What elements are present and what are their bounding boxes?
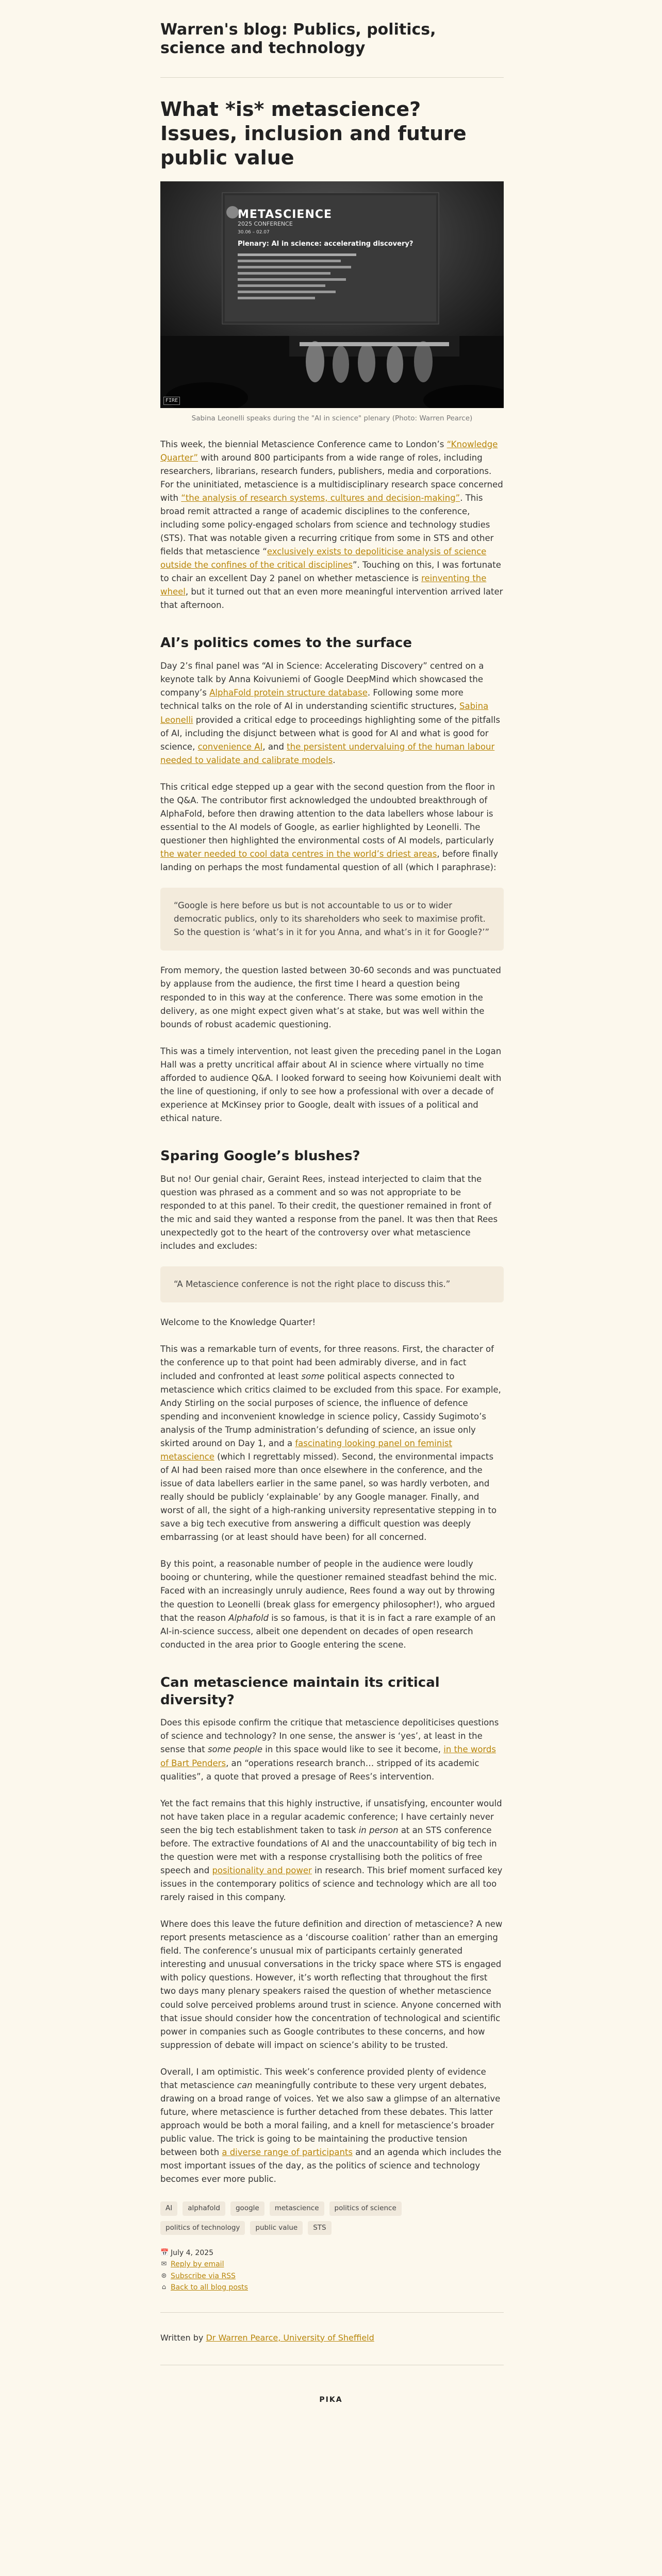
text: Does this episode confirm the critique that metascience depoliticises questions of science and technology? In one sense, the answer is ‘yes’, at least in the sense that [160, 1718, 499, 1755]
text: Yet the fact remains that this highly instructive, if unsatisfying, encounter would not have taken place in a regular academic conference; I have certainly never seen the big tech establishment taken to task [160, 1798, 502, 1835]
tag[interactable]: google [230, 2201, 264, 2215]
paragraph-2 [160, 659, 504, 767]
emphasis: can [237, 2080, 253, 2090]
emphasis: in person [358, 1825, 399, 1835]
paragraph-9 [160, 1557, 504, 1651]
mail-icon: ✉ [161, 2260, 167, 2268]
paragraph-3 [160, 781, 504, 874]
section-heading-critical-diversity: Can metascience maintain its critical diversity? [160, 1674, 440, 1708]
hero-caption: Sabina Leonelli speaks during the "AI in science" plenary (Photo: Warren Pearce) [191, 414, 473, 423]
paragraph-7: Welcome to the Knowledge Quarter! [160, 1317, 316, 1328]
tag[interactable]: public value [250, 2221, 303, 2235]
byline [160, 2331, 504, 2344]
paragraph-1 [160, 438, 504, 613]
link-reinventing-wheel[interactable]: reinventing the wheel [160, 573, 487, 597]
blockquote-metascience-conference: “A Metascience conference is not the right place to discuss this.” [160, 1266, 504, 1302]
paragraph-11 [160, 1797, 504, 1905]
section-heading-ai-politics: AI’s politics comes to the surface [160, 635, 412, 651]
back-to-posts-link[interactable]: Back to all blog posts [171, 2283, 248, 2292]
tag-list [160, 2201, 449, 2235]
text: Overall, I am optimistic. This week’s conference provided plenty of evidence that metascience [160, 2066, 486, 2090]
reply-row [160, 2259, 504, 2270]
link-bart-penders[interactable]: in the words of Bart Penders [160, 1744, 496, 1768]
paragraph-4: From memory, the question lasted between 30-60 seconds and was punctuated by applause from the audience, the first time I heard a question being responded to in this way at the conference. There was some emotion in the delivery, as one might expect given what’s at stake, but was well within the bounds of robust academic questioning. [160, 965, 501, 1029]
text: This was a remarkable turn of events, for three reasons. First, the character of the conference up to that point had been admirably diverse, and in fact included and confronted at least [160, 1344, 494, 1381]
paragraph-10 [160, 1716, 504, 1783]
text: By this point, a reasonable number of people in the audience were loudly booing or chuntering, while the questioner remained steadfast behind the mic. Faced with an increasingly unruly audience, Rees found a way out by throwing the question to Leonelli (break glass for emergency philosopher!), who argued that the reason [160, 1559, 497, 1623]
tag[interactable]: politics of science [329, 2201, 402, 2215]
post-date-row [160, 2247, 504, 2259]
text: Day 2’s final panel was “AI in Science: Accelerating Discovery” centred on a keynote talk by Anna Koivuniemi of Google DeepMind which showcased the company’s [160, 661, 484, 698]
link-diverse-participants[interactable]: a diverse range of participants [222, 2147, 353, 2158]
text: . Following some more technical talks on the role of AI in understanding scientific structures, [160, 688, 464, 711]
link-human-labour[interactable]: the persistent undervaluing of the human labour needed to validate and calibrate models [160, 741, 495, 765]
tag[interactable]: STS [308, 2221, 331, 2235]
tag[interactable]: politics of technology [160, 2221, 245, 2235]
text: This week, the biennial Metascience Conference came to London’s [160, 439, 447, 449]
text: ”. Touching on this, I was fortunate to chair an excellent Day 2 panel on whether metascience is [160, 560, 501, 584]
emphasis: some people [207, 1744, 263, 1755]
link-feminist-metascience[interactable]: fascinating looking panel on feminist metascience [160, 1438, 452, 1462]
home-icon: ⌂ [161, 2283, 167, 2291]
text: at an STS conference before. The extractive foundations of AI and the unaccountability of big tech in the question were met with a response crystallising both the politics of free speech and [160, 1825, 497, 1875]
footer-brand[interactable]: PIKA [319, 2395, 343, 2404]
link-knowledge-quarter[interactable]: “Knowledge Quarter” [160, 439, 498, 463]
photo-badge: FIRE [163, 397, 180, 405]
link-positionality-power[interactable]: positionality and power [212, 1865, 312, 1875]
tag[interactable]: metascience [270, 2201, 324, 2215]
text: in research. This brief moment surfaced key issues in the contemporary politics of science and technology which are all too rarely raised in this company. [160, 1865, 503, 1903]
text: , an “operations research branch… stripped of its academic qualities”, a quote that proved a presage of Rees’s intervention. [160, 1758, 479, 1782]
author-link[interactable]: Dr Warren Pearce, University of Sheffield [206, 2332, 374, 2343]
screen-date: 30.06 – 02.07 [238, 230, 270, 235]
paragraph-13 [160, 2065, 504, 2187]
byline-prefix: Written by [160, 2332, 206, 2343]
emphasis: Alphafold [228, 1613, 269, 1623]
calendar-icon: 📅 [160, 2248, 169, 2257]
text: , but it turned out that an even more meaningful intervention arrived later that afternoon. [160, 587, 503, 611]
paragraph-8 [160, 1343, 504, 1544]
link-analysis-research-systems[interactable]: “the analysis of research systems, cultures and decision-making” [181, 493, 460, 503]
text: is so famous, is that it is in fact a rare example of an AI-in-science success, albeit one dependent on decades of open research conducted in the area prior to Google entering the scene. [160, 1613, 496, 1650]
rss-row [160, 2270, 504, 2282]
tag[interactable]: alphafold [183, 2201, 225, 2215]
screen-title: METASCIENCE [238, 208, 333, 222]
text: with around 800 participants from a wide range of roles, including researchers, librarians, research funders, publishers, media and corporations. For the uninitiated, metascience is a multidisciplinary research space concerned with [160, 452, 503, 503]
text: and an agenda which includes the most important issues of the day, as the politics of science and technology becomes ever more public. [160, 2147, 502, 2184]
text: in this space would like to see it become, [262, 1744, 444, 1755]
text: . This broad remit attracted a range of academic disciplines to the conference, including some policy-engaged scholars from science and technology studies (STS). That was notable given a recurring critique from some in STS and other fields that metascience “ [160, 493, 494, 557]
link-depoliticise-analysis[interactable]: exclusively exists to depoliticise analysis of science outside the confines of the critical disciplines [160, 547, 487, 570]
hero-figure [160, 181, 504, 424]
section-heading-google-blushes: Sparing Google’s blushes? [160, 1148, 360, 1164]
text: This critical edge stepped up a gear with the second question from the floor in the Q&A. The contributor first acknowledged the undoubted breakthrough of AlphaFold, before then drawing attention to the data labellers whose labour is essential to the AI models of Google, as earlier highlighted by Leonelli. The questioner then highlighted the environmental costs of AI models, particularly [160, 782, 495, 846]
screen-subtitle: Plenary: AI in science: accelerating discovery? [238, 240, 413, 248]
paragraph-12: Where does this leave the future definition and direction of metascience? A new report presents metascience as a ‘discourse coalition’ rather than an emerging field. The conference’s unusual mix of participants certainly generated interesting and unusual conversations in the tricky space where STS is engaged with policy questions. However, it’s worth reflecting that throughout the first two days many plenary speakers raised the question of whether metascience could solve perceived problems around trust in science. Anyone concerned with that issue should consider how the concentration of technological and scientific power in companies such as Google contributes to these concerns, and how suppression of debate will impact on science’s ability to be trusted. [160, 1919, 503, 2050]
post-title: What *is* metascience? Issues, inclusion and future public value [160, 98, 467, 170]
main-column [160, 0, 504, 2365]
post-meta [160, 2247, 504, 2294]
header-divider [160, 77, 504, 78]
site-header [160, 0, 504, 78]
subscribe-rss-link[interactable]: Subscribe via RSS [171, 2272, 236, 2280]
post-content [160, 438, 504, 2187]
emphasis: some [301, 1371, 325, 1381]
tag[interactable]: AI [160, 2201, 177, 2215]
link-alphafold-database[interactable]: AlphaFold protein structure database [209, 688, 368, 698]
site-title[interactable]: Warren's blog: Publics, politics, science and technology [160, 21, 436, 57]
text: (which I regrettably missed). Second, the environmental impacts of AI had been raised more than once elsewhere in the conference, and the issue of data labellers earlier in the same panel, so was hardly verboten, and really should be publicly ‘explainable’ by any Google manager. Finally, and worst of all, the sight of a high-ranking university representative stepping in to save a big tech executive from answering a difficult question was deeply embarrassing (or at least should have been) for all concerned. [160, 1451, 497, 1543]
link-water-data-centres[interactable]: the water needed to cool data centres in the world’s driest areas [160, 849, 437, 859]
blockquote-google-question: “Google is here before us but is not accountable to us or to wider democratic publics, only to its shareholders who seek to maximise profit. So the question is ‘what’s in it for you Anna, and what’s in it for Google?’” [160, 888, 504, 951]
paragraph-6: But no! Our genial chair, Geraint Rees, instead interjected to claim that the question was phrased as a comment and so was not appropriate to be responded to at this panel. To their credit, the questioner remained in front of the mic and said they wanted a response from the panel. It was then that Rees unexpectedly got to the heart of the controversy over what metascience includes and excludes: [160, 1174, 498, 1251]
hero-image [160, 181, 504, 408]
text: meaningfully contribute to these very urgent debates, drawing on a broad range of voices. Yet we also saw a glimpse of an alternative future, where metascience is further detached from these debates. This latter approach would be both a moral failing, and a knell for metascience’s broader public value. The trick is going to be maintaining the productive tension between both [160, 2080, 501, 2158]
footer-divider [160, 2312, 504, 2313]
text: , before finally landing on perhaps the most fundamental question of all (which I paraphrase): [160, 849, 499, 873]
text: , and [262, 741, 287, 752]
link-convenience-ai[interactable]: convenience AI [197, 741, 263, 752]
text: . [333, 755, 336, 765]
text: provided a critical edge to proceedings highlighting some of the pitfalls of AI, including the disjunct between what is good for AI and what is good for science, [160, 715, 500, 752]
paragraph-5: This was a timely intervention, not least given the preceding panel in the Logan Hall was a pretty uncritical affair about AI in science where virtually no time afforded to audience Q&A. I looked forward to seeing how Koivuniemi dealt with the line of questioning, if only to see how a professional with over a decade of experience at McKinsey prior to Google, dealt with issues of a political and ethical nature. [160, 1046, 502, 1124]
link-sabina-leonelli[interactable]: Sabina Leonelli [160, 701, 489, 725]
post-date: July 4, 2025 [171, 2249, 214, 2257]
text: political aspects connected to metascience which critics claimed to be excluded from this space. For example, Andy Stirling on the social purposes of science, the influence of defence spending and inconvenient knowledge in science policy, Cassidy Sugimoto’s analysis of the Trump administration’s defunding of science, an issue only skirted around on Day 1, and a [160, 1371, 501, 1448]
back-row [160, 2282, 504, 2293]
screen-year: 2025 CONFERENCE [238, 221, 293, 228]
reply-by-email-link[interactable]: Reply by email [171, 2260, 224, 2269]
rss-icon: ⊛ [161, 2272, 167, 2280]
